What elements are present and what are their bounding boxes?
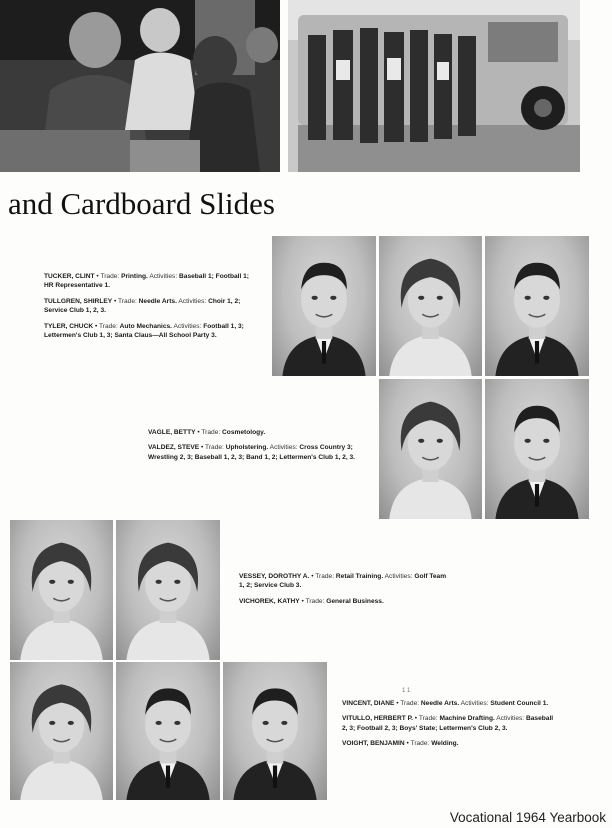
- bullet-separator: •: [113, 297, 117, 305]
- bullet-separator: •: [94, 322, 98, 330]
- portrait-tyler-chuck: [485, 236, 589, 376]
- student-entry: [148, 443, 360, 462]
- trade-label: Trade:: [201, 429, 221, 436]
- student-entry: [148, 428, 360, 437]
- student-name: VALDEZ, STEVE: [148, 444, 200, 452]
- trade-label: Trade:: [98, 322, 118, 330]
- bullet-separator: •: [396, 700, 399, 707]
- trade-label: Trade:: [410, 740, 430, 748]
- student-name: VESSEY, DOROTHY A.: [239, 573, 310, 580]
- page-headline: and Cardboard Slides: [8, 186, 275, 221]
- bullet-separator: •: [96, 273, 99, 280]
- trade-value: Retail Training.: [335, 573, 384, 580]
- candid-photo-classroom: [0, 0, 280, 172]
- trade-value: Cosmetology.: [222, 429, 266, 436]
- candid-photo-team-bus: [288, 0, 580, 172]
- activities-label: Activities:: [173, 322, 202, 330]
- student-entry: [342, 739, 557, 748]
- student-entry: [342, 699, 557, 708]
- portrait-vitullo-herbert: [116, 662, 220, 800]
- page-mark: 1 1: [402, 688, 411, 694]
- trade-value: Upholstering.: [225, 444, 269, 452]
- student-entry: [44, 272, 256, 291]
- student-name: VICHOREK, KATHY: [239, 597, 300, 605]
- portrait-vagle-betty: [379, 379, 482, 519]
- trade-value: Printing.: [121, 273, 148, 280]
- trade-label: Trade:: [205, 444, 224, 452]
- trade-value: Needle Arts.: [420, 700, 460, 707]
- bullet-separator: •: [406, 740, 409, 748]
- portrait-tucker-clint: [272, 236, 376, 376]
- trade-label: Trade:: [400, 700, 420, 707]
- student-name: VITULLO, HERBERT P.: [342, 715, 413, 723]
- bio-group-2: [148, 428, 360, 468]
- student-name: TULLGREN, SHIRLEY: [44, 297, 113, 305]
- activities-value: Baseball 1; Football 1; HR Representative 1.: [44, 273, 249, 290]
- bullet-separator: •: [197, 429, 200, 436]
- trade-label: Trade:: [305, 597, 325, 605]
- activities-label: Activities:: [269, 444, 298, 452]
- activities-label: Activities:: [178, 297, 207, 305]
- portrait-vichorek-kathy: [116, 520, 220, 660]
- activities-label: Activities:: [460, 700, 489, 707]
- student-name: VAGLE, BETTY: [148, 429, 196, 436]
- student-entry: [44, 297, 256, 316]
- activities-value: Golf Team 1, 2; Service Club 3.: [239, 573, 447, 590]
- student-entry: [239, 597, 452, 606]
- trade-value: Auto Mechanics.: [119, 322, 173, 330]
- activities-value: Football 1, 3; Lettermen's Club 1, 3; Santa Claus—All School Party 3.: [44, 322, 244, 340]
- trade-label: Trade:: [315, 573, 335, 580]
- bio-group-3: [239, 572, 452, 612]
- activities-value: Choir 1, 2; Service Club 1, 2, 3.: [44, 297, 241, 315]
- activities-label: Activities:: [384, 573, 413, 580]
- portrait-vincent-diane: [10, 662, 113, 800]
- student-name: TUCKER, CLINT: [44, 273, 95, 280]
- trade-value: Welding.: [431, 740, 459, 748]
- trade-label: Trade:: [100, 273, 120, 280]
- bullet-separator: •: [201, 444, 204, 452]
- bio-group-1: [44, 272, 256, 346]
- yearbook-footer: Vocational 1964 Yearbook: [449, 810, 606, 825]
- trade-label: Trade:: [418, 715, 438, 723]
- student-name: VOIGHT, BENJAMIN: [342, 740, 405, 748]
- portrait-tullgren-shirley: [379, 236, 482, 376]
- portrait-voight-benjamin: [223, 662, 327, 800]
- trade-label: Trade:: [118, 297, 137, 305]
- activities-value: Cross Country 3; Wrestling 2, 3; Baseball 1, 2, 3; Band 1, 2; Lettermen's Club 1, 2, 3.: [148, 444, 356, 461]
- activities-label: Activities:: [149, 273, 178, 280]
- trade-value: Machine Drafting.: [439, 715, 495, 723]
- activities-value: Baseball 2, 3; Football 2, 3; Boys' State; Lettermen's Club 2, 3.: [342, 715, 554, 732]
- bullet-separator: •: [301, 597, 304, 605]
- student-name: VINCENT, DIANE: [342, 700, 395, 707]
- portrait-vessey-dorothy: [10, 520, 113, 660]
- trade-value: Needle Arts.: [138, 297, 177, 305]
- bio-group-4: [342, 699, 557, 755]
- bullet-separator: •: [311, 573, 314, 580]
- student-entry: [239, 572, 452, 591]
- portrait-valdez-steve: [485, 379, 589, 519]
- student-entry: [342, 714, 557, 733]
- student-name: TYLER, CHUCK: [44, 322, 94, 330]
- activities-label: Activities:: [496, 715, 525, 723]
- activities-value: Student Council 1.: [490, 700, 549, 707]
- bullet-separator: •: [414, 715, 418, 723]
- student-entry: [44, 322, 256, 341]
- trade-value: General Business.: [326, 597, 384, 605]
